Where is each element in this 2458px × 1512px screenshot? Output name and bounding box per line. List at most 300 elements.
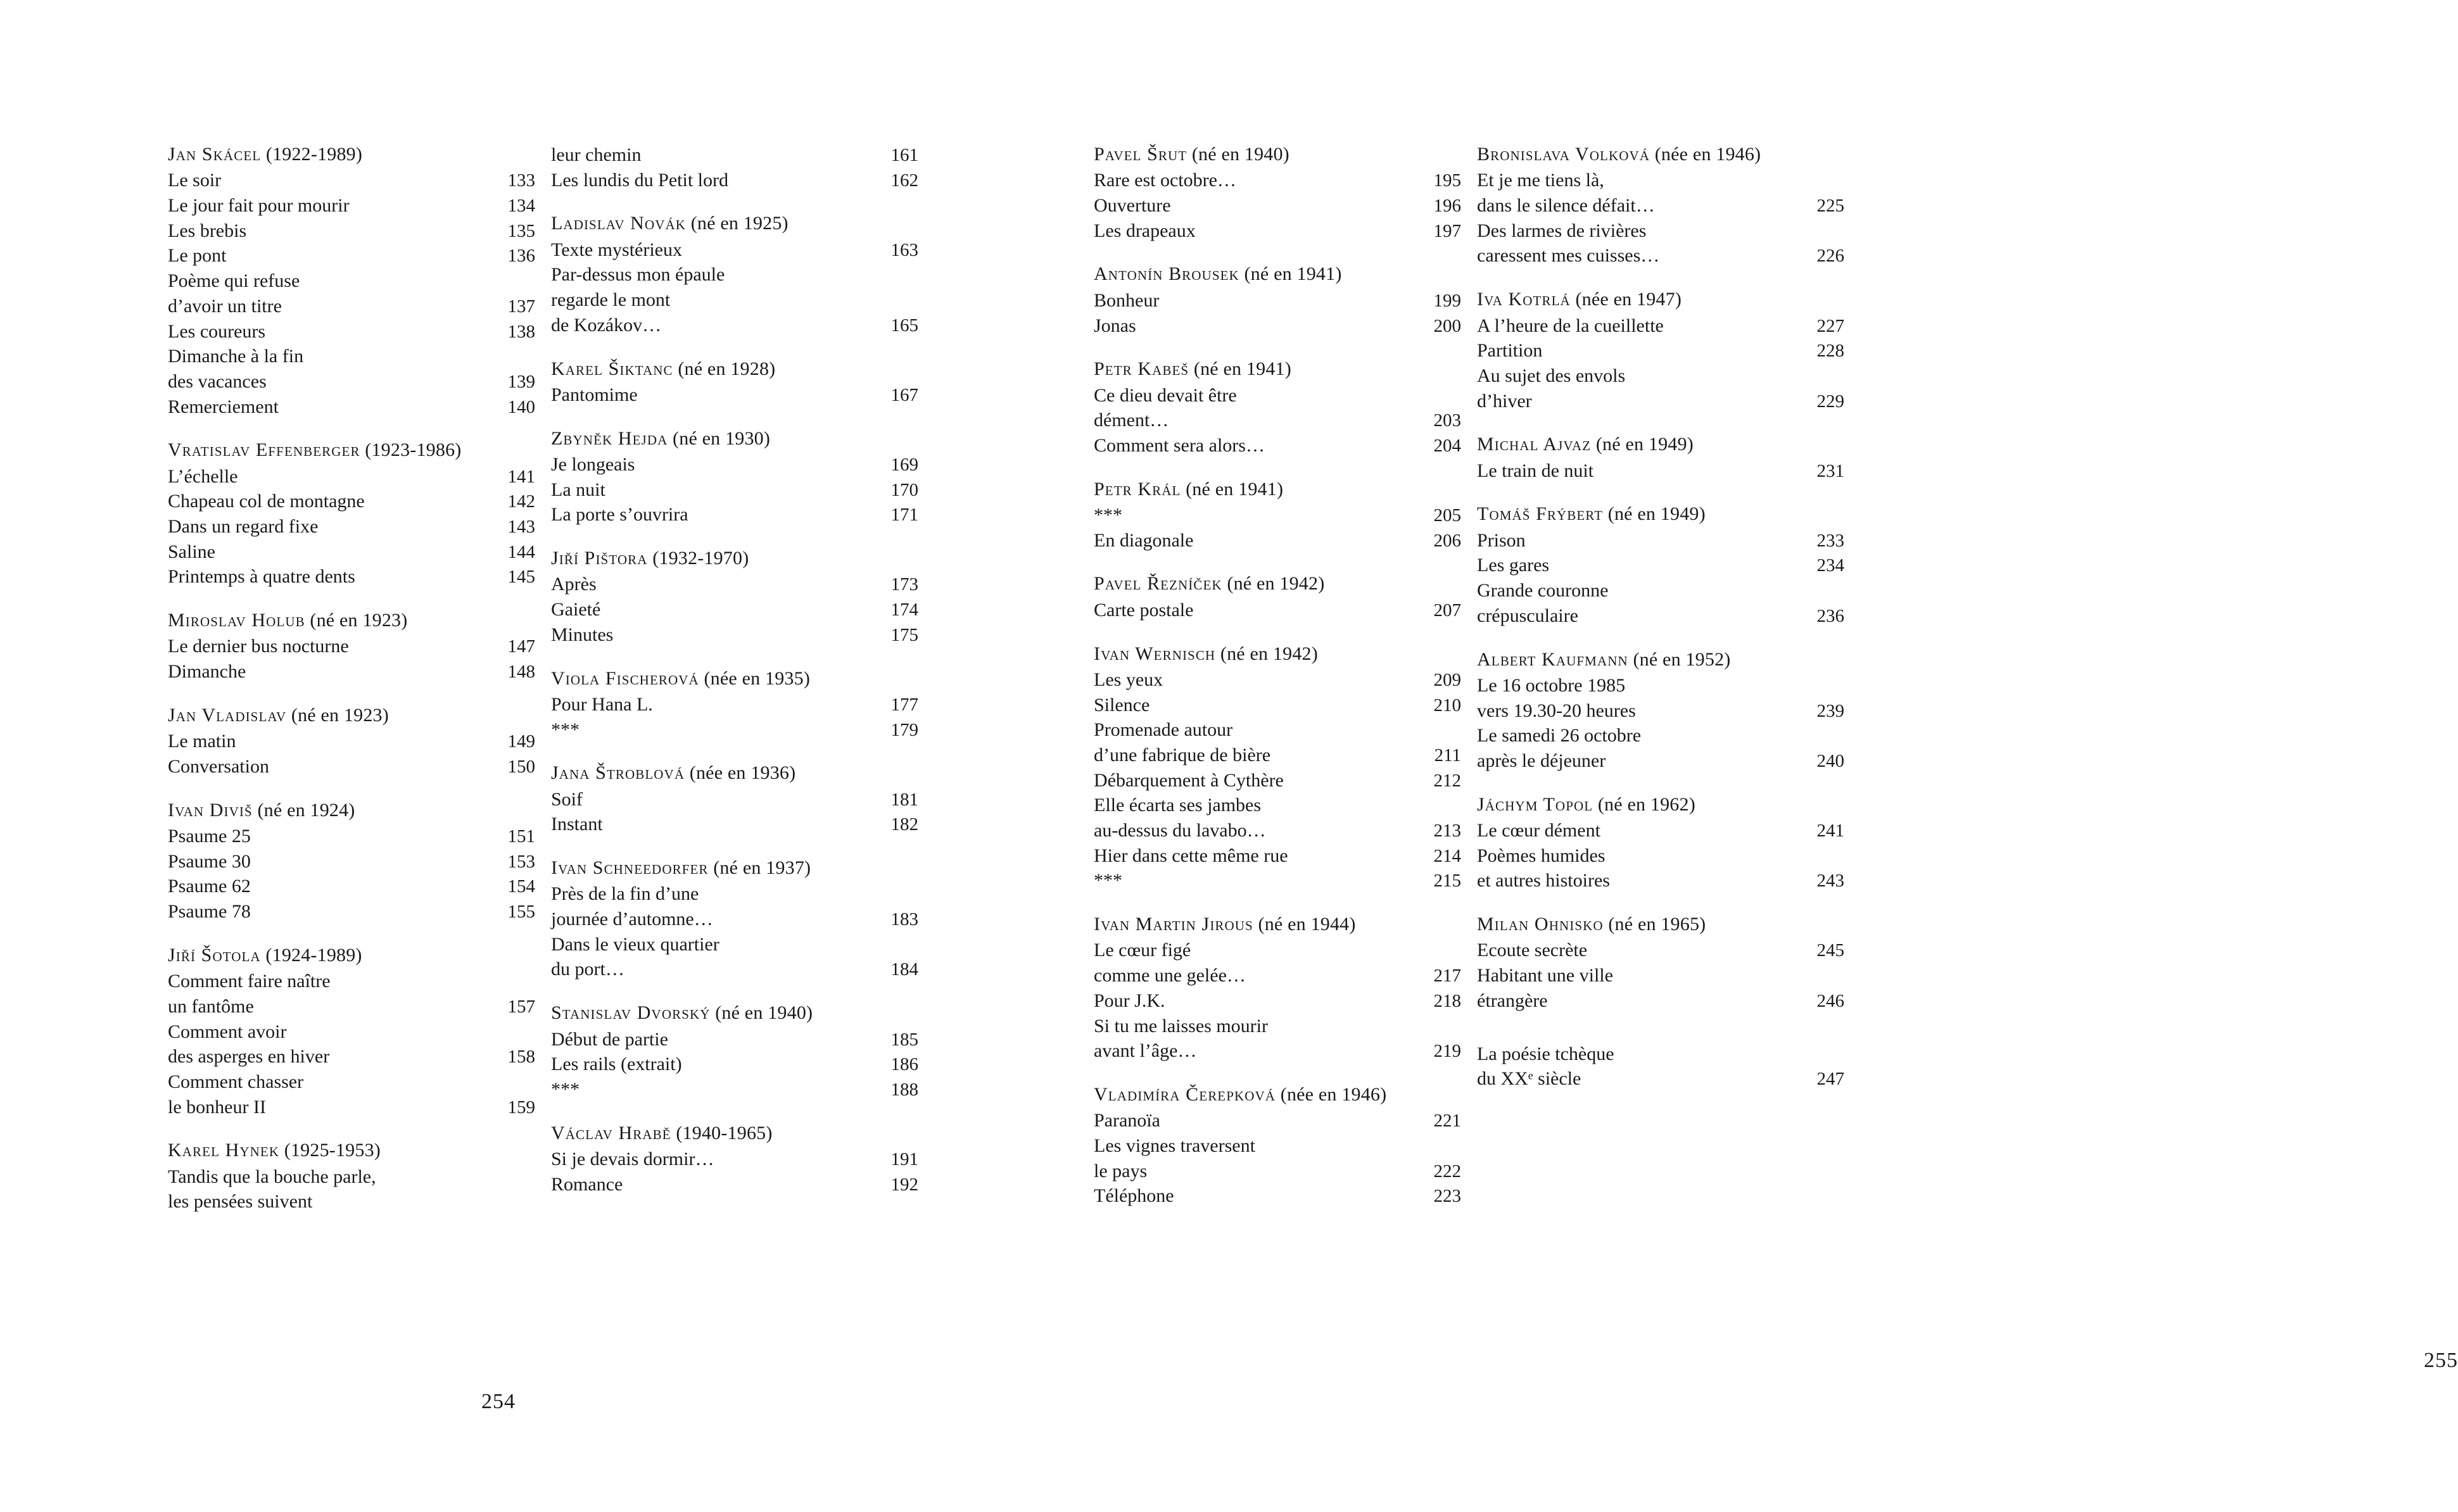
toc-entry[interactable] — [168, 659, 535, 684]
toc-entry[interactable] — [1477, 313, 1844, 339]
author-heading — [551, 546, 918, 570]
author-dates: (né en 1952) — [1628, 648, 1731, 670]
toc-entry[interactable] — [168, 489, 535, 514]
toc-entry[interactable] — [1477, 389, 1844, 414]
author-name: Jana Štroblová — [551, 762, 685, 784]
toc-entry[interactable] — [1477, 458, 1844, 484]
toc-entry-title: Le soir — [168, 170, 222, 191]
toc-entry[interactable] — [1477, 338, 1844, 363]
toc-entry[interactable] — [168, 319, 535, 344]
toc-entry[interactable] — [1477, 243, 1844, 268]
toc-entry-title: Poèmes humides — [1477, 845, 1606, 866]
toc-entry-title: Les coureurs — [168, 320, 266, 342]
toc-entry[interactable] — [168, 824, 535, 849]
toc-entry-page: 174 — [890, 600, 918, 621]
author-heading — [168, 703, 535, 728]
toc-entry-title: Promenade autour — [1094, 719, 1233, 741]
toc-entry[interactable] — [1477, 818, 1844, 843]
toc-column — [1094, 142, 1461, 1209]
toc-author-group — [1477, 287, 1844, 413]
author-name: Jan Skácel — [168, 144, 262, 165]
toc-entry-page: 246 — [1816, 990, 1844, 1011]
toc-entry-title: Psaume 78 — [168, 901, 251, 923]
toc-entry[interactable] — [168, 369, 535, 394]
toc-entry-page: 182 — [890, 814, 918, 835]
toc-entry[interactable] — [1477, 218, 1844, 244]
toc-entry-title: La poésie tchèque — [1477, 1043, 1614, 1064]
toc-entry-page: 142 — [507, 491, 535, 512]
author-dates: (née en 1935) — [699, 667, 811, 689]
toc-author-group — [1477, 1042, 1844, 1092]
toc-entry-page: 143 — [507, 517, 535, 538]
toc-entry-page: 140 — [507, 396, 535, 417]
page-left — [0, 0, 967, 1512]
toc-entry-title: Ce dieu devait être — [1094, 384, 1237, 406]
toc-entry-title: Printemps à quatre dents — [168, 566, 355, 588]
toc-entry[interactable] — [168, 729, 535, 754]
toc-entry-page: 163 — [890, 239, 918, 260]
toc-entry[interactable] — [168, 193, 535, 218]
author-name: Jáchym Topol — [1477, 793, 1593, 815]
toc-entry[interactable] — [551, 881, 918, 907]
author-heading — [551, 667, 918, 691]
author-heading — [551, 211, 918, 236]
toc-entry[interactable] — [1094, 717, 1461, 743]
toc-entry-page: 217 — [1433, 966, 1461, 986]
toc-entry[interactable] — [168, 1044, 535, 1069]
author-dates: (née en 1947) — [1570, 289, 1682, 310]
toc-author-group — [168, 943, 535, 1120]
toc-entry-title: Le cœur figé — [1094, 940, 1191, 961]
toc-entry-page: 185 — [890, 1029, 918, 1050]
toc-entry-title: La porte s’ouvrira — [551, 504, 688, 526]
toc-entry-page: 133 — [507, 170, 535, 191]
toc-entry[interactable] — [551, 1147, 918, 1172]
toc-entry[interactable] — [551, 477, 918, 503]
toc-entry[interactable] — [551, 262, 918, 287]
toc-entry-title: En diagonale — [1094, 529, 1194, 551]
toc-entry-title: Psaume 25 — [168, 826, 251, 847]
toc-entry-title: L’échelle — [168, 465, 238, 487]
toc-entry-page: 221 — [1433, 1111, 1461, 1131]
author-heading — [1477, 793, 1844, 817]
toc-entry-page: 199 — [1433, 290, 1461, 311]
toc-entry-title: *** — [1094, 870, 1122, 891]
toc-entry-title: Dimanche à la fin — [168, 346, 304, 367]
toc-entry[interactable] — [168, 994, 535, 1019]
toc-author-group — [551, 667, 918, 743]
toc-author-group — [551, 1001, 918, 1102]
toc-entry[interactable] — [1477, 868, 1844, 893]
toc-entry[interactable] — [1094, 433, 1461, 458]
toc-entry[interactable] — [551, 907, 918, 932]
toc-entry-title: *** — [551, 1078, 580, 1100]
toc-entry[interactable] — [551, 812, 918, 837]
toc-columns-left — [168, 142, 918, 1214]
toc-entry-page: 161 — [890, 145, 918, 165]
toc-author-group — [1477, 912, 1844, 1013]
toc-entry[interactable] — [551, 382, 918, 408]
toc-author-group — [1094, 642, 1461, 894]
toc-author-group — [551, 761, 918, 837]
toc-entry[interactable] — [1094, 1133, 1461, 1159]
author-heading — [551, 761, 918, 785]
toc-entry-title: Psaume 62 — [168, 876, 251, 897]
toc-entry-page: 210 — [1433, 695, 1461, 715]
toc-entry-page: 147 — [507, 636, 535, 657]
toc-entry-title: Chapeau col de montagne — [168, 491, 365, 512]
toc-entry-title: des vacances — [168, 370, 267, 392]
toc-entry[interactable] — [1094, 868, 1461, 893]
toc-entry[interactable] — [1094, 528, 1461, 553]
toc-entry-title: Dans un regard fixe — [168, 516, 319, 538]
toc-entry[interactable] — [168, 1189, 535, 1214]
toc-entry[interactable] — [1094, 938, 1461, 963]
toc-entry[interactable] — [168, 539, 535, 565]
toc-entry-title: Ouverture — [1094, 195, 1171, 217]
toc-entry[interactable] — [1094, 818, 1461, 843]
author-name: Miroslav Holub — [168, 610, 305, 631]
toc-entry-title: comme une gelée… — [1094, 965, 1246, 986]
toc-entry[interactable] — [1094, 768, 1461, 793]
toc-entry[interactable] — [168, 514, 535, 539]
toc-entry-page: 195 — [1433, 170, 1461, 191]
toc-entry-title: Le cœur dément — [1477, 820, 1600, 841]
toc-entry[interactable] — [1477, 168, 1844, 193]
toc-entry-page: 207 — [1433, 600, 1461, 621]
toc-entry[interactable] — [1477, 938, 1844, 963]
toc-entry-page: 233 — [1816, 530, 1844, 551]
toc-entry-title: Le jour fait pour mourir — [168, 195, 350, 217]
author-dates: (né en 1923) — [305, 610, 408, 631]
toc-entry[interactable] — [168, 294, 535, 319]
author-heading — [1477, 648, 1844, 672]
toc-entry-title: Je longeais — [551, 453, 635, 475]
author-name: Karel Hynek — [168, 1140, 280, 1161]
toc-entry[interactable] — [168, 899, 535, 924]
toc-entry-page: 149 — [507, 731, 535, 752]
toc-entry-title: Partition — [1477, 340, 1543, 362]
toc-entry-page: 223 — [1433, 1186, 1461, 1207]
toc-entry[interactable] — [168, 243, 535, 268]
toc-entry[interactable] — [1094, 1038, 1461, 1064]
toc-entry-title: Pour Hana L. — [551, 693, 653, 715]
toc-entry-page: 227 — [1816, 315, 1844, 336]
toc-entry-title: Les rails (extrait) — [551, 1054, 682, 1075]
toc-entry[interactable] — [168, 754, 535, 779]
author-dates: (née en 1936) — [685, 762, 796, 784]
toc-entry[interactable] — [551, 1077, 918, 1102]
toc-entry-page: 136 — [507, 246, 535, 267]
toc-entry-title: Romance — [551, 1173, 623, 1195]
toc-entry[interactable] — [1477, 553, 1844, 578]
author-dates: (né en 1937) — [708, 857, 811, 879]
toc-entry-title: Bonheur — [1094, 289, 1160, 311]
toc-entry-page: 191 — [890, 1149, 918, 1170]
author-name: Karel Šiktanc — [551, 358, 673, 379]
toc-entry-page: 229 — [1816, 391, 1844, 412]
toc-entry-title: de Kozákov… — [551, 314, 662, 336]
toc-entry-page: 188 — [890, 1079, 918, 1100]
toc-entry[interactable] — [168, 168, 535, 193]
toc-entry-title: les pensées suivent — [168, 1191, 313, 1213]
toc-entry[interactable] — [551, 717, 918, 743]
toc-entry-page: 184 — [890, 959, 918, 980]
toc-entry[interactable] — [551, 237, 918, 263]
author-name: Viola Fischerová — [551, 667, 699, 689]
toc-entry[interactable] — [1094, 218, 1461, 244]
toc-entry-page: 162 — [890, 170, 918, 191]
author-dates: (né en 1940) — [710, 1002, 813, 1024]
toc-entry[interactable] — [1094, 408, 1461, 433]
toc-entry[interactable] — [1094, 1014, 1461, 1039]
toc-entry[interactable] — [168, 874, 535, 899]
toc-entry[interactable] — [1094, 383, 1461, 408]
toc-entry[interactable] — [1094, 743, 1461, 768]
author-heading — [1094, 642, 1461, 666]
toc-entry[interactable] — [1477, 673, 1844, 698]
toc-entry[interactable] — [551, 168, 918, 193]
toc-entry-page: 203 — [1433, 410, 1461, 431]
toc-author-group — [551, 856, 918, 982]
author-dates: (née en 1946) — [1650, 144, 1761, 165]
toc-entry-title: Pantomime — [551, 384, 638, 405]
toc-entry[interactable] — [551, 622, 918, 648]
toc-entry[interactable] — [1094, 1183, 1461, 1209]
author-name: Albert Kaufmann — [1477, 648, 1628, 670]
toc-entry-page: 245 — [1816, 940, 1844, 961]
toc-entry[interactable] — [168, 1164, 535, 1190]
toc-entry[interactable] — [1094, 793, 1461, 818]
toc-entry-title: Jonas — [1094, 315, 1136, 336]
toc-entry-page: 169 — [890, 454, 918, 475]
toc-entry[interactable] — [551, 313, 918, 338]
folio-right: 255 — [2424, 1349, 2458, 1372]
author-dates: (1940-1965) — [671, 1122, 773, 1143]
author-name: Stanislav Dvorský — [551, 1002, 711, 1024]
toc-entry[interactable] — [551, 452, 918, 477]
toc-entry[interactable] — [1477, 363, 1844, 389]
toc-entry-page: 186 — [890, 1054, 918, 1075]
toc-entry-page: 179 — [890, 719, 918, 740]
toc-entry[interactable] — [168, 1069, 535, 1095]
toc-columns-right — [1094, 142, 1844, 1209]
toc-author-group — [551, 427, 918, 527]
toc-author-group — [551, 211, 918, 337]
author-name: Pavel Řezníček — [1094, 573, 1222, 595]
toc-entry-title: au-dessus du lavabo… — [1094, 820, 1266, 841]
toc-entry[interactable] — [551, 787, 918, 812]
toc-entry-title: Ecoute secrète — [1477, 940, 1588, 961]
toc-entry-title: Comment faire naître — [168, 971, 331, 992]
author-dates: (né en 1925) — [686, 213, 789, 234]
toc-entry[interactable] — [1094, 503, 1461, 528]
toc-entry[interactable] — [1477, 843, 1844, 869]
toc-entry[interactable] — [1477, 1066, 1844, 1092]
toc-entry[interactable] — [551, 142, 918, 168]
toc-entry-page: 158 — [507, 1047, 535, 1068]
author-heading — [1094, 477, 1461, 501]
author-name: Jiří Pištora — [551, 548, 648, 569]
toc-entry-page: 240 — [1816, 750, 1844, 771]
toc-entry[interactable] — [1094, 168, 1461, 193]
author-dates: (1925-1953) — [279, 1140, 381, 1161]
toc-entry[interactable] — [551, 502, 918, 527]
toc-entry-title: Carte postale — [1094, 599, 1194, 621]
toc-entry[interactable] — [168, 969, 535, 994]
toc-entry-page: 148 — [507, 662, 535, 683]
toc-entry[interactable] — [1094, 1108, 1461, 1133]
author-heading — [551, 856, 918, 880]
toc-entry-title: Le 16 octobre 1985 — [1477, 674, 1626, 696]
toc-entry[interactable] — [1477, 603, 1844, 629]
toc-entry-title: des asperges en hiver — [168, 1046, 330, 1068]
toc-entry[interactable] — [1094, 288, 1461, 313]
toc-entry-title: Prison — [1477, 529, 1526, 551]
toc-entry-title: Dans le vieux quartier — [551, 933, 719, 955]
author-heading — [551, 427, 918, 451]
folio-left: 254 — [481, 1390, 516, 1413]
toc-entry[interactable] — [1477, 193, 1844, 218]
toc-entry-title: Les yeux — [1094, 669, 1163, 690]
toc-entry-title: Instant — [551, 814, 603, 835]
toc-entry[interactable] — [1477, 723, 1844, 748]
author-name: Ivan Diviš — [168, 799, 253, 821]
author-dates: (né en 1941) — [1239, 263, 1342, 285]
toc-entry[interactable] — [168, 218, 535, 244]
toc-entry-title: Les brebis — [168, 220, 247, 241]
toc-entry[interactable] — [1094, 313, 1461, 339]
author-heading — [168, 943, 535, 967]
author-heading — [1094, 357, 1461, 381]
toc-author-group — [1094, 1083, 1461, 1209]
toc-entry[interactable] — [168, 634, 535, 659]
toc-entry-title: Paranoïa — [1094, 1110, 1160, 1131]
toc-author-group — [168, 798, 535, 924]
author-name: Jan Vladislav — [168, 704, 287, 726]
toc-entry-page: 155 — [507, 902, 535, 923]
toc-entry[interactable] — [551, 1052, 918, 1077]
toc-entry[interactable] — [1094, 988, 1461, 1014]
author-name: Pavel Šrut — [1094, 144, 1188, 165]
toc-entry-title: le bonheur II — [168, 1096, 266, 1118]
toc-entry[interactable] — [168, 464, 535, 489]
toc-entry[interactable] — [551, 1172, 918, 1197]
toc-entry[interactable] — [1477, 988, 1844, 1014]
toc-entry[interactable] — [1094, 193, 1461, 218]
toc-entry[interactable] — [168, 268, 535, 294]
toc-entry[interactable] — [551, 1027, 918, 1052]
author-name: Bronislava Volková — [1477, 144, 1650, 165]
toc-entry[interactable] — [1477, 578, 1844, 603]
toc-entry[interactable] — [551, 932, 918, 957]
toc-entry[interactable] — [168, 1019, 535, 1045]
toc-entry-title: Remerciement — [168, 396, 279, 417]
author-heading — [168, 1138, 535, 1162]
toc-entry[interactable] — [551, 287, 918, 313]
toc-entry[interactable] — [168, 344, 535, 369]
toc-entry-title: Débarquement à Cythère — [1094, 769, 1284, 791]
toc-entry[interactable] — [1477, 528, 1844, 553]
author-name: Tomáš Frýbert — [1477, 503, 1604, 525]
toc-entry-title: Silence — [1094, 694, 1150, 715]
toc-entry-title: Habitant une ville — [1477, 965, 1613, 986]
author-dates: (né en 1941) — [1181, 478, 1284, 500]
toc-entry[interactable] — [168, 394, 535, 420]
toc-author-group — [1477, 502, 1844, 628]
toc-entry-title: d’une fabrique de bière — [1094, 744, 1271, 765]
toc-entry-page: 139 — [507, 371, 535, 392]
toc-entry-page: 197 — [1433, 220, 1461, 241]
toc-entry[interactable] — [1094, 598, 1461, 623]
toc-entry-title: caressent mes cuisses… — [1477, 245, 1660, 267]
toc-author-group — [551, 357, 918, 408]
toc-entry-title: avant l’âge… — [1094, 1040, 1197, 1062]
toc-entry-title: Saline — [168, 541, 215, 562]
toc-entry[interactable] — [168, 564, 535, 589]
toc-author-group — [1094, 357, 1461, 458]
toc-entry[interactable] — [551, 957, 918, 982]
toc-entry-title: journée d’automne… — [551, 909, 713, 930]
toc-entry-title: Le matin — [168, 731, 236, 752]
toc-author-group — [1477, 142, 1844, 268]
toc-entry[interactable] — [1094, 1159, 1461, 1184]
toc-entry-title: La nuit — [551, 479, 605, 500]
toc-entry-page: 141 — [507, 466, 535, 487]
author-name: Vratislav Effenberger — [168, 439, 360, 461]
toc-entry[interactable] — [1477, 748, 1844, 774]
toc-entry-title: Pour J.K. — [1094, 990, 1165, 1011]
toc-entry-title: d’hiver — [1477, 390, 1532, 412]
toc-entry-page: 159 — [507, 1097, 535, 1118]
author-heading — [168, 142, 535, 167]
toc-entry[interactable] — [168, 849, 535, 874]
toc-entry-page: 165 — [890, 315, 918, 336]
toc-entry-title: Près de la fin d’une — [551, 883, 699, 905]
author-name: Jiří Šotola — [168, 944, 261, 966]
author-heading — [168, 798, 535, 822]
toc-entry[interactable] — [1477, 1042, 1844, 1067]
author-heading — [551, 357, 918, 381]
toc-entry[interactable] — [168, 1095, 535, 1120]
toc-entry-page: 167 — [890, 384, 918, 405]
toc-entry[interactable] — [551, 597, 918, 622]
toc-entry-page: 214 — [1433, 845, 1461, 866]
toc-entry[interactable] — [1094, 963, 1461, 988]
toc-entry-page: 196 — [1433, 196, 1461, 217]
author-heading — [551, 1001, 918, 1025]
toc-entry[interactable] — [1477, 698, 1844, 724]
toc-column — [168, 142, 535, 1214]
toc-entry-title: Les drapeaux — [1094, 220, 1196, 241]
toc-entry-page: 206 — [1433, 530, 1461, 551]
toc-entry-title: Poème qui refuse — [168, 270, 300, 292]
toc-entry[interactable] — [1094, 667, 1461, 693]
author-dates: (né en 1940) — [1187, 144, 1289, 165]
toc-entry-page: 219 — [1433, 1041, 1461, 1062]
toc-entry-title: Le samedi 26 octobre — [1477, 725, 1642, 747]
toc-entry-page: 137 — [507, 296, 535, 317]
author-dates: (né en 1941) — [1189, 358, 1291, 380]
toc-entry-page: 200 — [1433, 315, 1461, 336]
author-heading — [1094, 572, 1461, 596]
toc-entry[interactable] — [551, 572, 918, 597]
toc-entry-title: d’avoir un titre — [168, 295, 282, 317]
toc-entry[interactable] — [1477, 963, 1844, 988]
toc-entry[interactable] — [551, 692, 918, 717]
toc-entry[interactable] — [1094, 693, 1461, 718]
toc-entry[interactable] — [1094, 843, 1461, 869]
